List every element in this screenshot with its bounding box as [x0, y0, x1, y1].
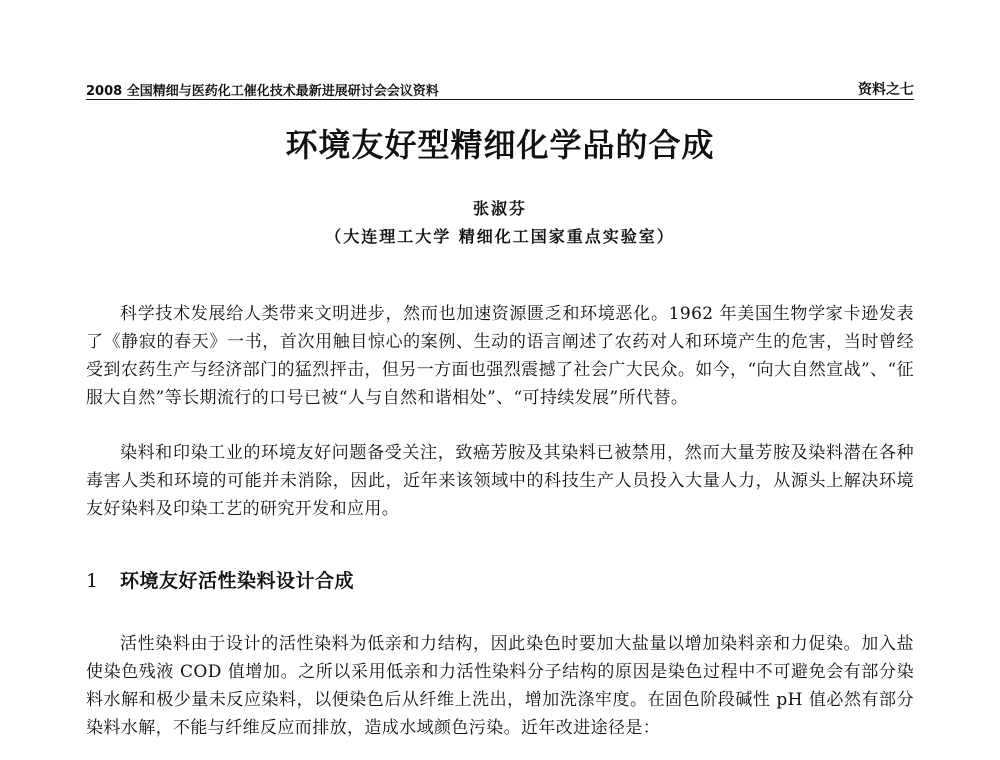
running-header-left: 2008 全国精细与医药化工催化技术最新进展研讨会会议资料 [86, 84, 439, 99]
section-number: 1 [86, 570, 99, 592]
section-heading [86, 566, 354, 593]
author-affiliation: （大连理工大学 精细化工国家重点实验室） [325, 227, 675, 246]
running-header-right: 资料之七 [858, 82, 914, 98]
section-title: 环境友好活性染料设计合成 [120, 570, 355, 592]
author-name: 张淑芬 [472, 199, 527, 218]
article-title: 环境友好型精细化学品的合成 [285, 126, 715, 164]
intro-paragraph-1: 科学技术发展给人类带来文明进步，然而也加速资源匮乏和环境恶化。1962 年美国生物学家卡逊发表了《静寂的春天》一书，首次用触目惊心的案例、生动的语言阐述了农药对人和环境产生的危害，当时曾经受到农药生产与经济部门的猛烈抨击，但另一方面也强烈震撼了社会广大民众。如今，“向大自然宣战”、“征服大自然”等长期流行的口号已被“人与自然和谐相处”、“可持续发展”所代替。 [86, 304, 914, 408]
header-divider [86, 99, 914, 100]
section-paragraph: 活性染料由于设计的活性染料为低亲和力结构，因此染色时要加大盐量以增加染料亲和力促染。加入盐使染色残液 COD 值增加。之所以采用低亲和力活性染料分子结构的原因是染色过程中不可避免会有部分染料水解和极少量未反应染料，以便染色后从纤维上洗出，增加洗涤牢度。在固色阶段碱性 pH 值必然有部分染料水解，不能与纤维反应而排放，造成水域颜色污染。近年改进途径是： [86, 634, 914, 738]
intro-paragraph-2: 染料和印染工业的环境友好问题备受关注，致癌芳胺及其染料已被禁用，然而大量芳胺及染料潜在各种毒害人类和环境的可能并未消除，因此，近年来该领域中的科技生产人员投入大量人力，从源头上解决环境友好染料及印染工艺的研究开发和应用。 [86, 443, 914, 519]
